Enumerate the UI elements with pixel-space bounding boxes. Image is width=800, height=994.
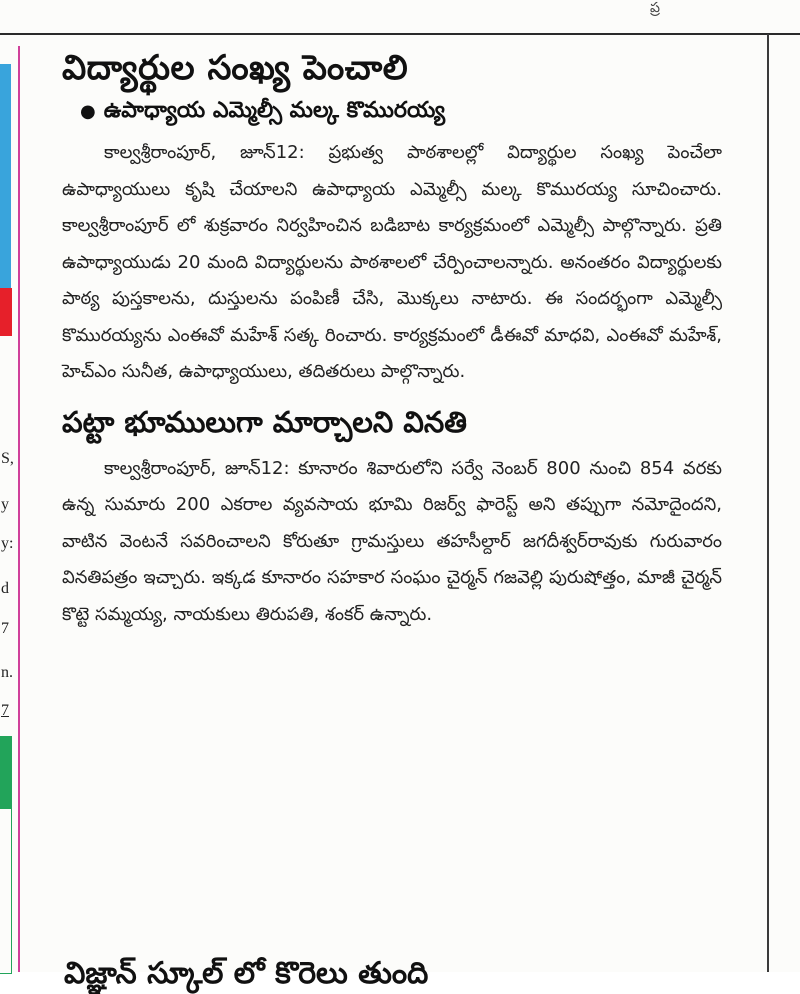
- red-ad-fragment: [0, 288, 12, 336]
- article1-body: కాల్వశ్రీరాంపూర్, జూన్12: ప్రభుత్వ పాఠశాలల్లో విద్యార్థుల సంఖ్య పెంచేలా ఉపాధ్యాయులు కృషి చేయాలని ఉపాధ్యాయ ఎమ్మెల్సీ మల్క కొమురయ్య సూచించారు. కాల్వశ్రీరాంపూర్ లో శుక్రవారం నిర్వహించిన బడిబాట కార్యక్రమంలో ఎమ్మెల్సీ పాల్గొన్నారు. ప్రతి ఉపాధ్యాయుడు 20 మంది విద్యార్థులను పాఠశాలలో చేర్పించాలన్నారు. అనంతరం విద్యార్థులకు పాఠ్య పుస్తకాలను, దుస్తులను పంపిణీ చేసి, మొక్కలు నాటారు. ఈ సందర్భంగా ఎమ్మెల్సీ కొమురయ్యను ఎంఈవో మహేశ్ సత్క రించారు. కార్యక్రమంలో డీఈవో మాధవి, ఎంఈవో మహేశ్, హెచ్ఎం సునీత, ఉపాధ్యాయులు, తదితరులు పాల్గొన్నారు.: [62, 142, 722, 382]
- article3-headline-cropped: [64, 954, 664, 991]
- article2-headline: పట్టా భూములుగా మార్చాలని వినతి: [62, 404, 467, 439]
- left-fragment-text: y:: [1, 535, 14, 552]
- left-fragment-text: 7: [1, 702, 9, 719]
- article1-headline: విద్యార్థుల సంఖ్య పెంచాలి: [62, 48, 409, 88]
- top-cropped-text: ప్ర: [650, 0, 660, 16]
- top-column-rule: [0, 33, 800, 35]
- article2-body: కాల్వశ్రీరాంపూర్, జూన్12: కూనారం శివారులోని సర్వే నెంబర్ 800 నుంచి 854 వరకు ఉన్న సుమారు 200 ఎకరాల వ్యవసాయ భూమి రిజర్వ్ ఫారెస్ట్ అని తప్పుగా నమోదైందని, వాటిన వెంటనే సవరించాలని కోరుతూ గ్రామస్తులు తహసీల్దార్ జగదీశ్వర్‌రావుకు గురువారం వినతిపత్రం ఇచ్చారు. ఇక్కడ కూనారం సహకార సంఘం చైర్మన్ గజవెల్లి పురుషోత్తం, మాజీ చైర్మన్ కొట్టె సమ్మయ్య, నాయకులు తిరుపతి, శంకర్ ఉన్నారు.: [62, 457, 722, 625]
- article-column: [62, 46, 722, 633]
- left-fragment-text: d: [1, 580, 9, 597]
- article1-subhead: [80, 94, 722, 129]
- left-fragment-text: S,: [1, 450, 14, 467]
- left-fragment-text: y: [1, 496, 9, 513]
- green-box-fragment: [0, 808, 12, 974]
- bullet-icon: ●: [80, 101, 96, 122]
- article1-subhead-text: ఉపాధ్యాయ ఎమ్మెల్సీ మల్క కొమురయ్య: [103, 98, 446, 123]
- article3-headline: విజ్ఞాన్ స్కూల్ లో కొరెలు తుంది: [64, 956, 429, 991]
- blue-ad-fragment: [0, 64, 11, 322]
- green-ad-fragment: [0, 736, 12, 808]
- left-fragment-text: 7: [1, 620, 9, 637]
- right-column-rule: [767, 34, 769, 972]
- left-neighbour-column: [0, 46, 20, 972]
- left-fragment-text: n.: [1, 664, 13, 681]
